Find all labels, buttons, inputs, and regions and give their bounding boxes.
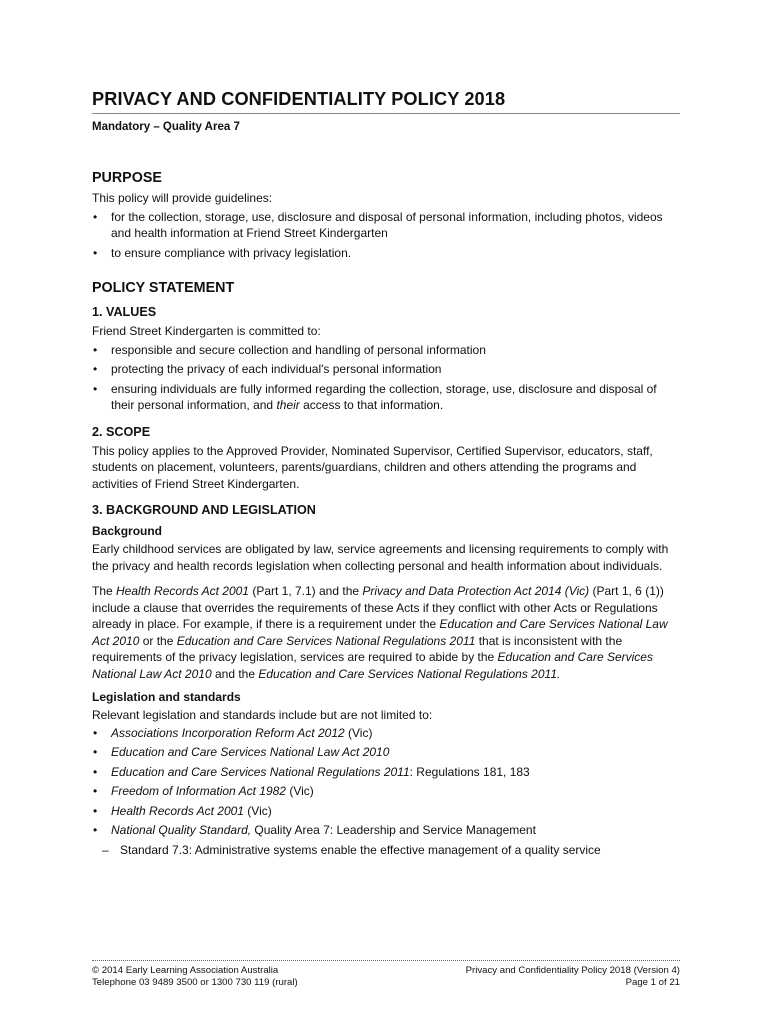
footer-phone: Telephone 03 9489 3500 or 1300 730 119 (rural) bbox=[92, 977, 298, 988]
legislation-intro: Relevant legislation and standards include but are not limited to: bbox=[92, 708, 433, 722]
text-run: : Regulations 181, 183 bbox=[409, 764, 530, 779]
purpose-heading: PURPOSE bbox=[92, 170, 162, 186]
list-item bbox=[92, 822, 680, 839]
text-run-italic: Education and Care Services National Law Act 2010 bbox=[92, 650, 653, 681]
text-run: (Vic) bbox=[285, 784, 314, 798]
text-run-italic: Freedom of Information Act 1982 bbox=[111, 784, 286, 798]
text-run-italic: Privacy and Data Protection Act 2014 (Vic) bbox=[362, 584, 590, 598]
text-run: that is inconsistent with the requirements of the privacy legislation, services are required to abide by the bbox=[92, 633, 623, 664]
scope-heading: 2. SCOPE bbox=[92, 424, 151, 439]
text-run: (Part 1, 7.1) and the bbox=[248, 584, 363, 598]
list-item bbox=[92, 764, 680, 781]
footer-page-number: Page 1 of 21 bbox=[625, 977, 680, 988]
list-item bbox=[92, 783, 680, 800]
title-divider bbox=[92, 113, 680, 114]
list-item bbox=[92, 803, 680, 820]
page-footer bbox=[92, 960, 680, 989]
acts-paragraph bbox=[92, 583, 680, 682]
list-item: • responsible and secure collection and handling of personal information bbox=[92, 342, 680, 359]
sub-list-item: – Standard 7.3: Administrative systems enable the effective management of a quality service bbox=[92, 842, 680, 859]
purpose-intro: This policy will provide guidelines: bbox=[92, 191, 273, 205]
text-run-italic: Associations Incorporation Reform Act 2012 bbox=[111, 725, 345, 740]
legislation-list bbox=[92, 725, 680, 839]
text-run: Quality Area 7: Leadership and Service Management bbox=[251, 823, 536, 837]
text-run: ensuring individuals are fully informed regarding the collection, storage, use, disclosure and disposal of their personal information, and bbox=[111, 381, 657, 412]
values-heading: 1. VALUES bbox=[92, 305, 157, 319]
background-subheading: Background bbox=[92, 524, 163, 538]
list-item bbox=[92, 381, 680, 414]
text-run-italic: Health Records Act 2001 bbox=[116, 584, 249, 598]
text-run-italic: Education and Care Services National Law Act 2010 bbox=[111, 745, 390, 759]
footer-row bbox=[92, 977, 680, 989]
background-legislation-heading: 3. BACKGROUND AND LEGISLATION bbox=[92, 503, 316, 517]
text-run-italic: Education and Care Services National Regulations 2011. bbox=[258, 666, 561, 681]
legislation-subheading: Legislation and standards bbox=[92, 690, 241, 704]
text-run: (Part 1, 6 (1)) include a clause that overrides the requirements of these Acts if they conflict with other Acts or Regulations already in place. For example, if there is a requirement under the bbox=[92, 584, 664, 631]
values-list bbox=[92, 342, 680, 414]
text-run-italic: Education and Care Services National Regulations 2011 bbox=[111, 764, 410, 779]
text-run-italic: Education and Care Services National Regulations 2011 bbox=[176, 633, 476, 648]
footer-document-name: Privacy and Confidentiality Policy 2018 (Version 4) bbox=[465, 965, 680, 976]
page-title: PRIVACY AND CONFIDENTIALITY POLICY 2018 bbox=[92, 89, 506, 109]
list-item: • for the collection, storage, use, disclosure and disposal of personal information, including photos, videos and health information at Friend Street Kindergarten bbox=[92, 209, 680, 242]
text-run: (Vic) bbox=[243, 803, 272, 818]
text-run-italic: Education and Care Services National Law Act 2010 bbox=[92, 617, 668, 648]
list-item bbox=[92, 744, 680, 761]
text-run: The bbox=[92, 584, 117, 598]
scope-text: This policy applies to the Approved Provider, Nominated Supervisor, Certified Supervisor, educators, staff, students on placement, volunteers, parents/guardians, children and others attending the programs and activities of Friend Street Kindergarten. bbox=[92, 443, 653, 491]
document-page bbox=[92, 88, 680, 858]
list-item: • to ensure compliance with privacy legislation. bbox=[92, 245, 680, 262]
policy-statement-heading: POLICY STATEMENT bbox=[92, 280, 235, 296]
list-item bbox=[92, 725, 680, 742]
page-subtitle: Mandatory – Quality Area 7 bbox=[92, 121, 240, 133]
footer-copyright: © 2014 Early Learning Association Australia bbox=[92, 965, 279, 976]
text-run-italic: their bbox=[276, 398, 300, 412]
list-item: • protecting the privacy of each individual's personal information bbox=[92, 361, 680, 378]
text-run: (Vic) bbox=[344, 725, 373, 740]
text-run: and the bbox=[211, 666, 259, 681]
text-run: access to that information. bbox=[299, 398, 444, 412]
purpose-list bbox=[92, 209, 680, 262]
values-intro: Friend Street Kindergarten is committed to: bbox=[92, 324, 321, 338]
text-run-italic: Health Records Act 2001 bbox=[111, 803, 244, 818]
footer-row bbox=[92, 965, 680, 977]
background-text: Early childhood services are obligated by law, service agreements and licensing requirements to comply with the privacy and health records legislation when collecting personal and health information about individuals. bbox=[92, 542, 669, 573]
text-run-italic: National Quality Standard, bbox=[111, 823, 252, 837]
text-run: or the bbox=[139, 633, 177, 648]
